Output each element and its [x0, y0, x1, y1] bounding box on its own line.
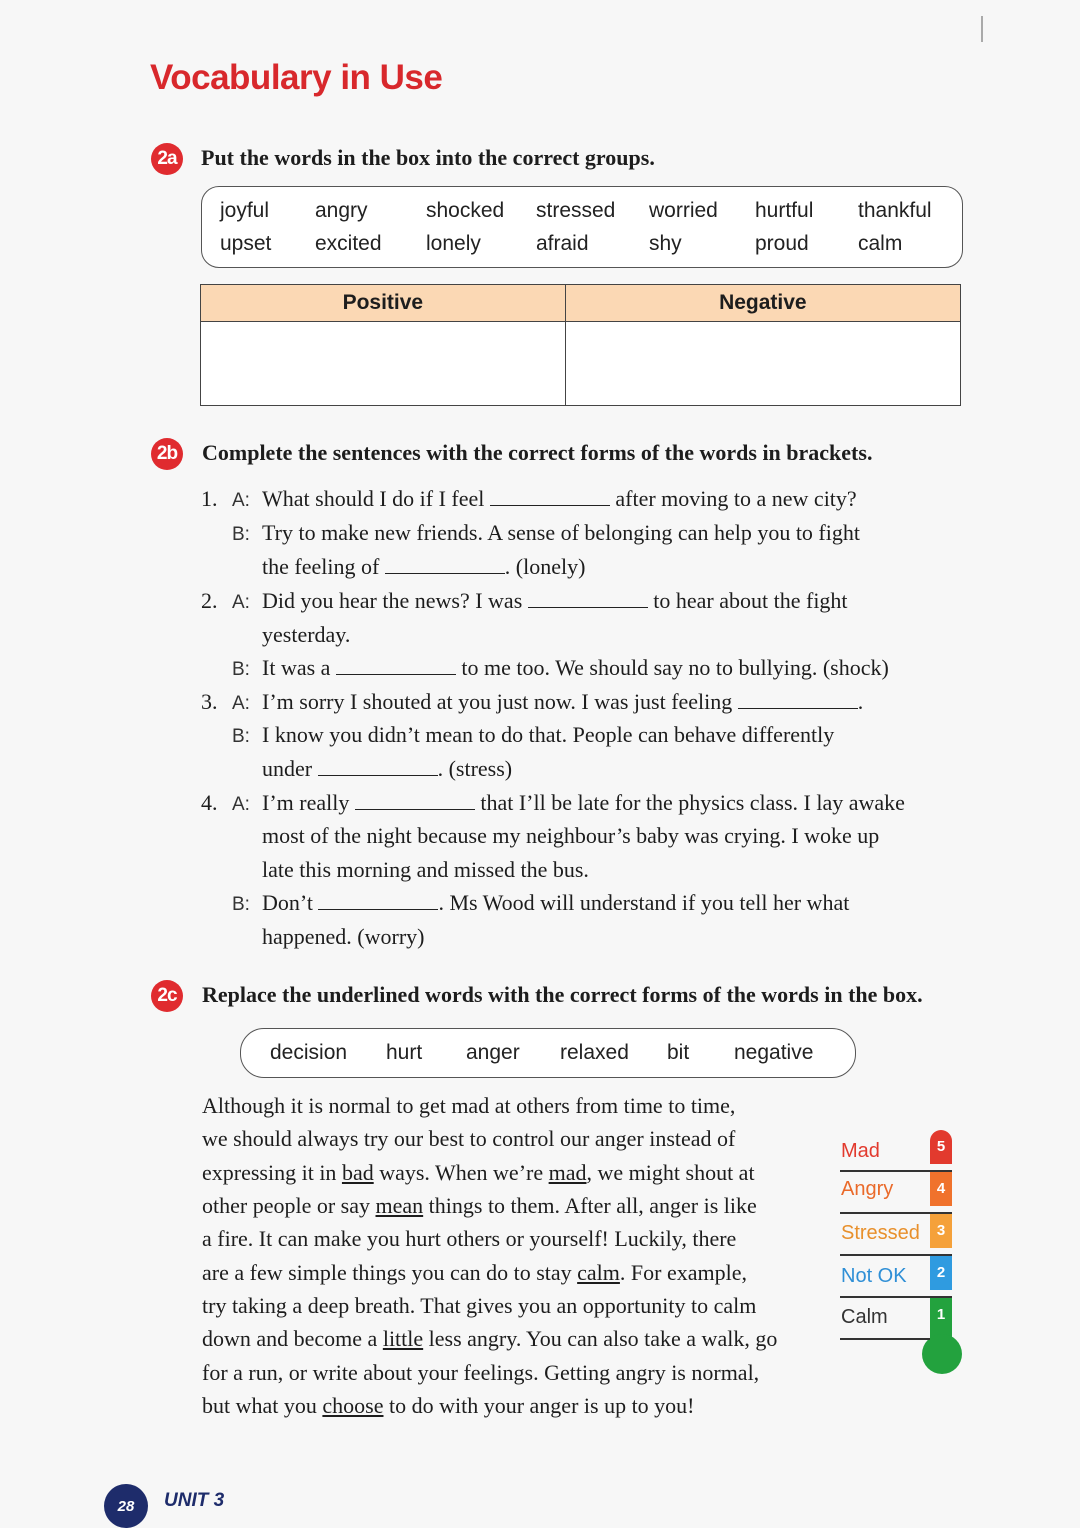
exercise-2b-instruction: Complete the sentences with the correct forms of the words in brackets. — [202, 440, 873, 465]
level-calm-label: Calm — [841, 1306, 888, 1328]
word-box-item: angry — [315, 199, 368, 222]
dialogue-text: . (stress) — [437, 756, 513, 781]
page-number-badge: 28 — [104, 1484, 148, 1528]
item-number: 3. — [201, 689, 218, 714]
level-divider — [840, 1296, 952, 1298]
passage-line — [202, 1193, 757, 1219]
word-box-item: bit — [667, 1041, 690, 1064]
dialogue-text: I’m sorry I shouted at you just now. I was just feeling — [262, 689, 733, 714]
level-divider — [840, 1254, 952, 1256]
dialogue-line — [262, 790, 905, 816]
thermometer-bulb — [922, 1334, 962, 1374]
passage-text: ways. When we’re — [373, 1160, 549, 1185]
dialogue-text: yesterday. — [262, 622, 351, 647]
passage-text: things to them. After all, anger is like — [423, 1193, 757, 1218]
passage-text: other people or say — [202, 1193, 376, 1218]
exercise-badge-2c: 2c — [151, 980, 183, 1012]
passage-text: down and become a — [202, 1326, 383, 1351]
dialogue-text: to me too. We should say no to bullying. (shock) — [461, 655, 889, 680]
passage-line: for a run, or write about your feelings. Getting angry is normal, — [202, 1360, 760, 1385]
item-number: 2. — [201, 588, 218, 613]
passage-text: but what you — [202, 1393, 323, 1418]
word-box-item: worried — [649, 199, 718, 222]
answer-blank[interactable] — [318, 891, 438, 910]
speaker-b-label: B: — [232, 894, 250, 915]
speaker-a-label: A: — [232, 592, 250, 613]
speaker-b-label: B: — [232, 524, 250, 545]
answer-blank[interactable] — [490, 487, 610, 506]
dialogue-text: . Ms Wood will understand if you tell her what — [438, 890, 850, 915]
exercise-badge-2b: 2b — [151, 438, 183, 470]
dialogue-text: happened. (worry) — [262, 924, 425, 949]
negative-header: Negative — [565, 285, 960, 322]
dialogue-text: Don’t — [262, 890, 313, 915]
speaker-b-label: B: — [232, 726, 250, 747]
level-stressed-label: Stressed — [841, 1222, 920, 1244]
underlined-word: mean — [375, 1193, 424, 1218]
word-box-item: thankful — [858, 199, 932, 222]
word-box-item: proud — [755, 232, 809, 255]
exercise-2c-instruction: Replace the underlined words with the correct forms of the words in the box. — [202, 982, 923, 1007]
word-box-item: excited — [315, 232, 382, 255]
thermometer-tube — [930, 1130, 952, 1344]
underlined-word: little — [382, 1326, 424, 1351]
dialogue-line — [262, 655, 889, 681]
answer-blank[interactable] — [318, 757, 438, 776]
page-edge-mark — [981, 16, 983, 42]
level-not-ok-label: Not OK — [841, 1265, 907, 1287]
speaker-a-label: A: — [232, 693, 250, 714]
exercise-badge-2a: 2a — [151, 143, 183, 175]
dialogue-text: after moving to a new city? — [615, 486, 857, 511]
dialogue-text: . — [857, 689, 864, 714]
word-box-item: negative — [734, 1041, 814, 1064]
dialogue-line — [262, 554, 585, 580]
anger-thermometer — [840, 1130, 965, 1380]
passage-text: expressing it in — [202, 1160, 342, 1185]
level-1-marker: 1 — [930, 1298, 952, 1342]
negative-answer-cell[interactable] — [565, 322, 960, 406]
underlined-word: choose — [322, 1393, 384, 1418]
level-5-marker: 5 — [930, 1130, 952, 1164]
passage-text: less angry. You can also take a walk, go — [423, 1326, 778, 1351]
level-3-marker: 3 — [930, 1214, 952, 1248]
passage-text: , we might shout at — [586, 1160, 755, 1185]
underlined-word: calm — [577, 1260, 620, 1285]
dialogue-text: I’m really — [262, 790, 350, 815]
passage-line — [202, 1393, 695, 1419]
dialogue-text: Try to make new friends. A sense of belonging can help you to fight — [262, 520, 860, 545]
passage-line: try taking a deep breath. That gives you an opportunity to calm — [202, 1293, 757, 1318]
level-divider — [840, 1170, 952, 1172]
dialogue-text: late this morning and missed the bus. — [262, 857, 589, 882]
exercise-2a-instruction: Put the words in the box into the correct groups. — [201, 145, 655, 170]
dialogue-text: It was a — [262, 655, 331, 680]
speaker-a-label: A: — [232, 794, 250, 815]
speaker-a-label: A: — [232, 490, 250, 511]
dialogue-text: the feeling of — [262, 554, 380, 579]
positive-header: Positive — [201, 285, 566, 322]
passage-line: a fire. It can make you hurt others or yourself! Luckily, there — [202, 1226, 737, 1251]
dialogue-line — [262, 756, 512, 782]
answer-blank[interactable] — [385, 555, 505, 574]
level-4-marker: 4 — [930, 1172, 952, 1206]
item-number: 4. — [201, 790, 218, 815]
answer-blank[interactable] — [355, 791, 475, 810]
page-title: Vocabulary in Use — [150, 58, 443, 97]
word-box-item: lonely — [426, 232, 481, 255]
positive-answer-cell[interactable] — [201, 322, 566, 406]
underlined-word: mad — [548, 1160, 587, 1185]
word-box-item: upset — [220, 232, 272, 255]
level-divider — [840, 1212, 952, 1214]
dialogue-text: most of the night because my neighbour’s baby was crying. I woke up — [262, 823, 880, 848]
dialogue-text: that I’ll be late for the physics class. I lay awake — [480, 790, 905, 815]
word-box-item: joyful — [220, 199, 270, 222]
word-box-item: anger — [466, 1041, 520, 1064]
word-box-item: calm — [858, 232, 903, 255]
passage-text: are a few simple things you can do to stay — [202, 1260, 578, 1285]
dialogue-text: . (lonely) — [504, 554, 586, 579]
word-box-item: shy — [649, 232, 682, 255]
dialogue-text: I know you didn’t mean to do that. People can behave differently — [262, 722, 835, 747]
dialogue-text: to hear about the fight — [653, 588, 848, 613]
speaker-b-label: B: — [232, 659, 250, 680]
item-number: 1. — [201, 486, 218, 511]
answer-blank[interactable] — [336, 656, 456, 675]
unit-label: UNIT 3 — [164, 1490, 225, 1511]
word-box-item: shocked — [426, 199, 505, 222]
dialogue-text: What should I do if I feel — [262, 486, 485, 511]
word-box-item: afraid — [536, 232, 589, 255]
passage-line: Although it is normal to get mad at others from time to time, — [202, 1093, 736, 1118]
level-mad-label: Mad — [841, 1140, 880, 1162]
passage-line — [202, 1260, 747, 1286]
dialogue-line — [262, 689, 863, 715]
word-box-item: relaxed — [560, 1041, 629, 1064]
dialogue-text: under — [262, 756, 313, 781]
answer-blank[interactable] — [738, 690, 858, 709]
positive-negative-table — [200, 284, 961, 406]
word-box-item: hurtful — [755, 199, 814, 222]
level-2-marker: 2 — [930, 1256, 952, 1290]
passage-line — [202, 1326, 777, 1352]
dialogue-line — [262, 890, 849, 916]
dialogue-line — [262, 486, 857, 512]
passage-text: . For example, — [619, 1260, 747, 1285]
passage-text: to do with your anger is up to you! — [383, 1393, 695, 1418]
underlined-word: bad — [341, 1160, 374, 1185]
level-divider — [840, 1338, 930, 1340]
answer-blank[interactable] — [528, 589, 648, 608]
word-box-item: decision — [270, 1041, 348, 1064]
passage-line — [202, 1160, 755, 1186]
dialogue-text: Did you hear the news? I was — [262, 588, 523, 613]
word-box-item: stressed — [536, 199, 616, 222]
passage-line: we should always try our best to control our anger instead of — [202, 1126, 736, 1151]
level-angry-label: Angry — [841, 1178, 894, 1200]
word-box-item: hurt — [386, 1041, 423, 1064]
dialogue-line — [262, 588, 848, 614]
